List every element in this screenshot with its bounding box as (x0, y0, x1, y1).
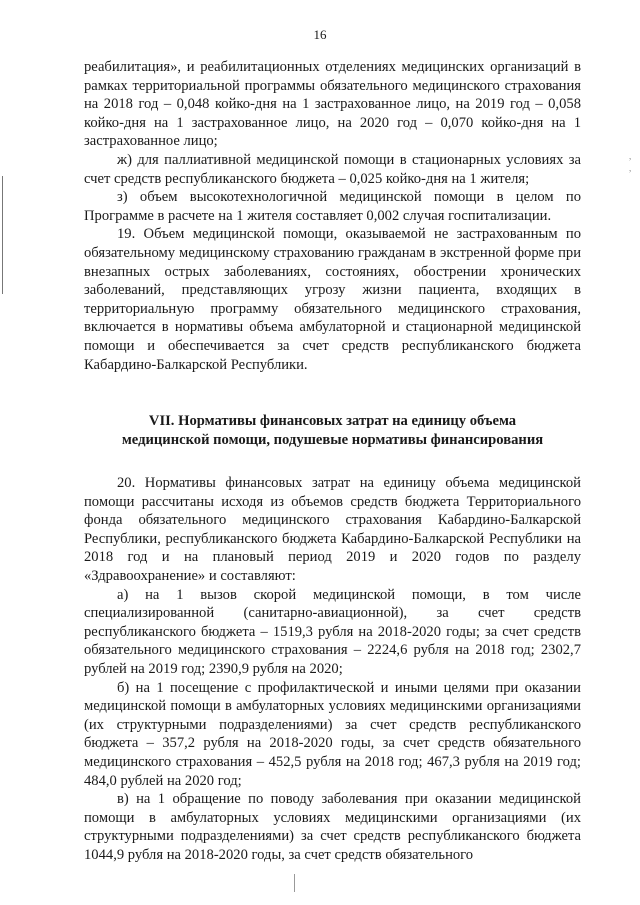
paragraph-rehab-continuation: реабилитация», и реабилитационных отделениях медицинских организаций в рамках территориальной программы обязательного медицинского страхования на 2018 год – 0,048 койко-дня на 1 застрахованное лицо, на 2019 год – 0,058 койко-дня на 1 застрахованное лицо, на 2020 год – 0,070 койко-дня на 1 застрахованное лицо; (84, 59, 581, 150)
paragraph-20-a: а) на 1 вызов скорой медицинской помощи, в том числе специализированной (санитарно-авиационной), за счет средств республиканского бюджета – 1519,3 рубля на 2018-2020 годы; за счет средств обязательного медицинского страхования – 2224,6 рубля на 2018 год; 2302,7 рублей на 2019 год; 2390,9 рубля на 2020; (84, 586, 581, 678)
scan-margin-mark-left (2, 176, 3, 294)
section-heading-line-1: VII. Нормативы финансовых затрат на единицу объема (148, 413, 517, 430)
paragraph-palliative: ж) для паллиативной медицинской помощи в стационарных условиях за счет средств республиканского бюджета – 0,025 койко-дня на 1 жителя; (84, 151, 581, 187)
page-number: 16 (313, 27, 327, 42)
paragraph-20-c: в) на 1 обращение по поводу заболевания при оказании медицинской помощи в амбулаторных условиях медицинскими организациями (их структурными подразделениями) за счет средств республиканского бюджета 1044,9 рубля на 2018-2020 годы, за счет средств обязательного (84, 791, 581, 863)
section-heading (84, 412, 581, 450)
paragraph-20: 20. Нормативы финансовых затрат на единицу объема медицинской помощи рассчитаны исходя из объемов средств бюджета Территориального фонда обязательного медицинского страхования Кабардино-Балкарской Республики, республиканского бюджета Кабардино-Балкарской Республики на 2018 год и на плановый период 2019 и 2020 годов по разделу «Здравоохранение» и составляют: (84, 475, 581, 585)
paragraph-high-tech: з) объем высокотехнологичной медицинской помощи в целом по Программе в расчете на 1 жителя составляет 0,002 случая госпитализации. (84, 189, 581, 224)
document-body (84, 58, 581, 865)
section-heading-line-2: медицинской помощи, подушевые нормативы финансирования (121, 432, 544, 449)
paragraph-20-b: б) на 1 посещение с профилактической и иными целями при оказании медицинской помощи в амбулаторных условиях медицинскими организациями (их структурными подразделениями) за счет средств республиканского бюджета – 357,2 рубля на 2018-2020 годы, за счет средств обязательного медицинского страхования – 452,5 рубля на 2018 год; 467,3 рубля на 2019 год; 484,0 рублей на 2020 год; (84, 679, 581, 789)
scan-margin-mark-right: , , (629, 151, 632, 173)
paragraph-19: 19. Объем медицинской помощи, оказываемой не застрахованным по обязательному медицинскому страхованию гражданам в экстренной форме при внезапных острых заболеваниях, состояниях, обострении хронических заболеваний, представляющих угрозу жизни пациента, входящих в территориальную программу обязательного медицинского страхования, включается в нормативы объема амбулаторной и стационарной медицинской помощи и обеспечивается за счет средств республиканского бюджета Кабардино-Балкарской Республики. (84, 226, 581, 373)
scan-margin-mark-bottom (294, 874, 295, 892)
